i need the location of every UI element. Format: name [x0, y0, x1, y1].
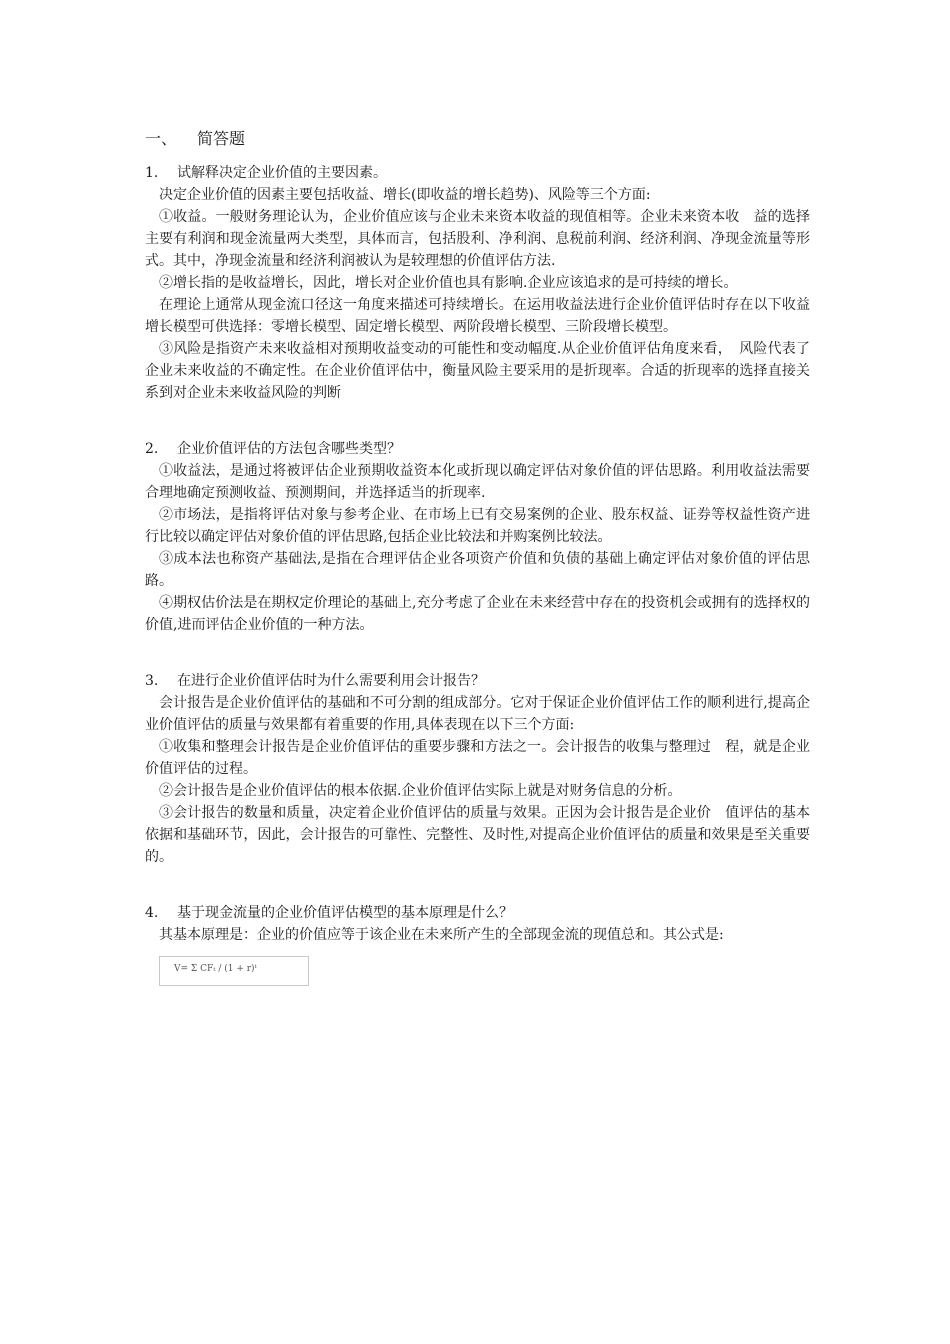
answer-paragraph: ①收益法，是通过将被评估企业预期收益资本化或折现以确定评估对象价值的评估思路。利用收益法需要合理地确定预测收益、预测期间，并选择适当的折现率. — [145, 463, 810, 501]
question-number: 2. — [145, 441, 159, 457]
answer-paragraph: ①收集和整理会计报告是企业价值评估的重要步骤和方法之一。会计报告的收集与整理过 程，就是企业价值评估的过程。 — [145, 739, 810, 777]
question-number: 1. — [145, 165, 159, 181]
question-text: 试解释决定企业价值的主要因素。 — [177, 165, 387, 181]
question-number: 4. — [145, 905, 159, 921]
formula-image — [159, 956, 309, 986]
answer-paragraph: ②会计报告是企业价值评估的根本依据.企业价值评估实际上就是对财务信息的分析。 — [159, 783, 682, 799]
heading-title: 简答题 — [197, 129, 246, 148]
question-title — [145, 670, 810, 692]
answer-paragraph: ③成本法也称资产基础法,是指在合理评估企业各项资产价值和负债的基础上确定评估对象价值的评估思路。 — [145, 551, 810, 589]
question-4 — [145, 902, 810, 986]
answer-paragraph: ①收益。一般财务理论认为，企业价值应该与企业未来资本收益的现值相等。企业未来资本收 益的选择主要有利润和现金流量两大类型，具体而言，包括股利、净利润、息税前利润、经济利润、净现金流量等形式。其中，净现金流量和经济利润被认为是较理想的价值评估方法. — [145, 209, 810, 269]
question-text: 基于现金流量的企业价值评估模型的基本原理是什么？ — [177, 905, 513, 921]
answer-paragraph: ③风险是指资产未来收益相对预期收益变动的可能性和变动幅度.从企业价值评估角度来看， 风险代表了企业未来收益的不确定性。在企业价值评估中，衡量风险主要采用的是折现率。合适的折现率的选择直接关系到对企业未来收益风险的判断 — [145, 341, 810, 401]
answer-paragraph: ②市场法，是指将评估对象与参考企业、在市场上已有交易案例的企业、股东权益、证券等权益性资产进行比较以确定评估对象价值的评估思路,包括企业比较法和并购案例比较法。 — [145, 507, 810, 545]
question-text: 企业价值评估的方法包含哪些类型？ — [177, 441, 401, 457]
answer-paragraph: 在理论上通常从现金流口径这一角度来描述可持续增长。在运用收益法进行企业价值评估时存在以下收益增长模型可供选择：零增长模型、固定增长模型、两阶段增长模型、三阶段增长模型。 — [145, 297, 810, 335]
document-page — [145, 126, 810, 1020]
answer-paragraph: 会计报告是企业价值评估的基础和不可分割的组成部分。它对于保证企业价值评估工作的顺利进行,提高企业价值评估的质量与效果都有着重要的作用,具体表现在以下三个方面: — [145, 695, 810, 733]
section-heading — [145, 126, 810, 152]
heading-number: 一、 — [145, 129, 178, 148]
question-title — [145, 438, 810, 460]
formula-text: V= Σ CFₜ / (1 + r)ᵗ — [174, 964, 257, 974]
question-title — [145, 162, 810, 184]
question-2 — [145, 438, 810, 636]
answer-paragraph: ②增长指的是收益增长，因此，增长对企业价值也具有影响.企业应该追求的是可持续的增长。 — [159, 275, 738, 291]
answer-paragraph: ③会计报告的数量和质量，决定着企业价值评估的质量与效果。正因为会计报告是企业价 值评估的基本依据和基础环节，因此，会计报告的可靠性、完整性、及时性,对提高企业价值评估的质量和效果是至关重要的。 — [145, 805, 810, 865]
answer-paragraph: 决定企业价值的因素主要包括收益、增长(即收益的增长趋势)、风险等三个方面: — [159, 187, 651, 203]
question-text: 在进行企业价值评估时为什么需要利用会计报告？ — [177, 673, 485, 689]
question-3 — [145, 670, 810, 868]
question-number: 3. — [145, 673, 159, 689]
answer-paragraph: ④期权估价法是在期权定价理论的基础上,充分考虑了企业在未来经营中存在的投资机会或拥有的选择权的价值,进而评估企业价值的一种方法。 — [145, 595, 810, 633]
answer-paragraph: 其基本原理是：企业的价值应等于该企业在未来所产生的全部现金流的现值总和。其公式是: — [159, 927, 724, 943]
question-title — [145, 902, 810, 924]
question-1 — [145, 162, 810, 404]
